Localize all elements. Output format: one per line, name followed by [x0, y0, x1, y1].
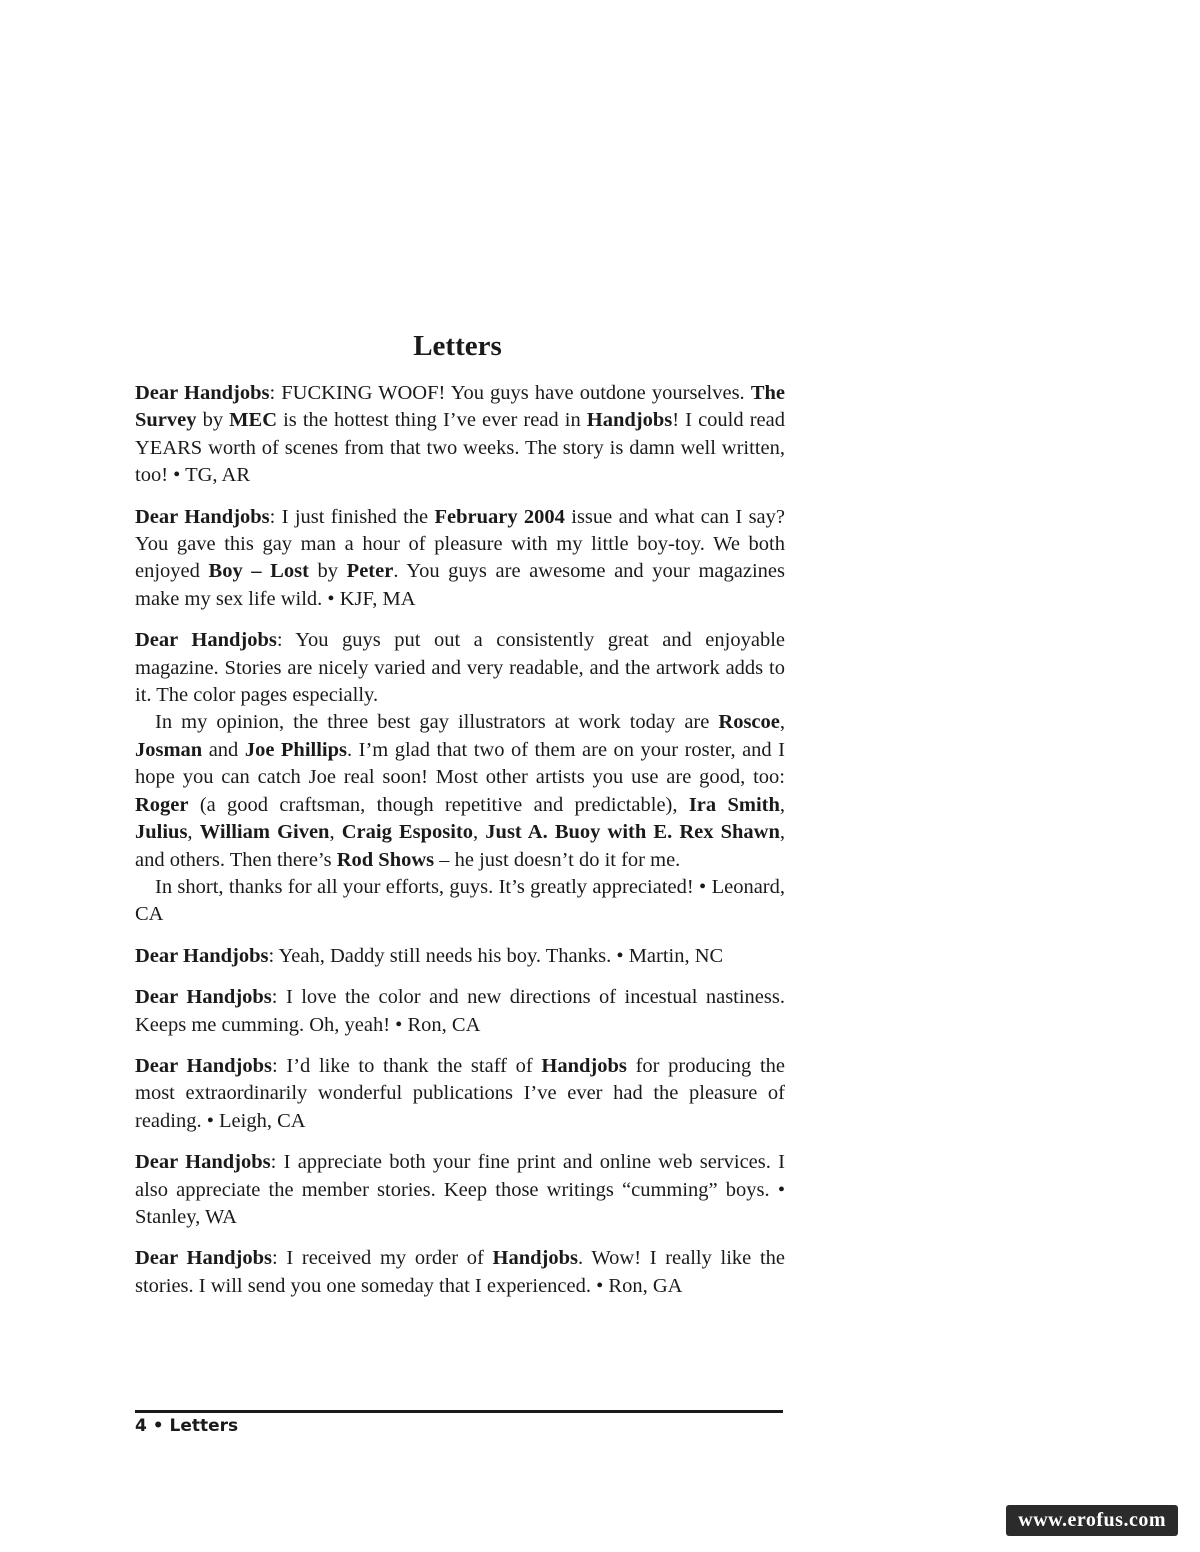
bold-text: Just A. Buoy with E. Rex Shawn	[485, 821, 780, 844]
letter-item	[135, 504, 785, 614]
letter-text: – he just doesn’t do it for me.	[434, 848, 681, 871]
letter-text: . I’m glad that two of them are on your roster, and I hope you can catch Joe real soon! Most other artists you use are good, too:	[135, 738, 785, 789]
letter-text: . You guys are awesome and your magazines make my sex life wild. • KJF, MA	[135, 560, 785, 610]
footer-page-label: 4 • Letters	[135, 1416, 239, 1436]
letter-text: : I received my order of	[272, 1247, 493, 1270]
letter-text: In my opinion, the three best gay illustrators at work today are	[155, 711, 719, 734]
letter-paragraph	[135, 627, 785, 709]
bold-text: Roger	[135, 793, 189, 816]
bold-text: Dear Handjobs	[135, 1247, 273, 1270]
bold-text: Josman	[135, 738, 203, 761]
bold-text: Handjobs	[586, 409, 673, 432]
letter-paragraph	[135, 1149, 785, 1231]
letter-item	[135, 380, 785, 490]
bold-text: Rod Shows	[336, 848, 435, 871]
bold-text: Peter	[346, 560, 394, 583]
letter-item	[135, 1245, 785, 1300]
letter-item	[135, 1149, 785, 1231]
letter-text: In short, thanks for all your efforts, guys. It’s greatly appreciated! • Leonard, CA	[135, 875, 785, 926]
bold-text: Dear Handjobs	[135, 944, 269, 967]
letter-text: : I appreciate both your fine print and online web services. I also appreciate the member stories. Keep those writings “cumming” boys. • Stanley, WA	[135, 1151, 785, 1228]
letter-item	[135, 1053, 785, 1135]
bold-text: William Given	[199, 821, 330, 844]
letter-text: , and others. Then there’s	[135, 821, 786, 871]
bold-text: Dear Handjobs	[135, 986, 272, 1009]
bold-text: Dear Handjobs	[135, 1151, 271, 1174]
footer-rule	[135, 1410, 783, 1413]
letter-paragraph	[135, 1245, 785, 1300]
bold-text: Ira Smith	[688, 793, 780, 816]
letter-text: is the hottest thing I’ve ever read in	[277, 409, 587, 432]
bold-text: Dear Handjobs	[135, 629, 277, 652]
bold-text: Dear Handjobs	[135, 1054, 273, 1077]
bold-text: Craig Esposito	[341, 821, 474, 844]
bold-text: Roscoe	[718, 711, 780, 734]
watermark: www.erofus.com	[1006, 1505, 1178, 1536]
bold-text: Julius	[135, 821, 188, 844]
letter-text: (a good craftsman, though repetitive and predictable),	[188, 793, 689, 816]
letter-item	[135, 627, 785, 928]
letter-text: : You guys put out a consistently great and enjoyable magazine. Stories are nicely varied and very readable, and the artwork adds to it. The color pages especially.	[135, 629, 785, 707]
bold-text: MEC	[229, 409, 277, 432]
letter-paragraph	[135, 380, 785, 490]
page-title: Letters	[413, 330, 502, 362]
letter-text: : I’d like to thank the staff of	[272, 1054, 542, 1077]
letter-paragraph	[135, 874, 785, 929]
letter-text: by	[196, 409, 230, 432]
bold-text: Joe Phillips	[244, 738, 347, 761]
letter-item	[135, 984, 785, 1039]
letter-text: ,	[187, 821, 200, 844]
letter-text: : Yeah, Daddy still needs his boy. Thanks. • Martin, NC	[268, 944, 724, 967]
bold-text: Dear Handjobs	[135, 505, 270, 528]
letter-text: ,	[779, 711, 785, 734]
bold-text: Dear Handjobs	[135, 382, 270, 404]
letter-item	[135, 943, 785, 970]
letter-text: : FUCKING WOOF! You guys have outdone yourselves.	[269, 382, 751, 404]
bold-text: The Survey	[135, 382, 785, 432]
letter-text: for producing the most extraordinarily wonderful publications I’ve ever had the pleasure of reading. • Leigh, CA	[135, 1054, 785, 1132]
letter-text: and	[202, 738, 245, 761]
letter-text: ,	[779, 793, 785, 816]
letter-text: . Wow! I really like the stories. I will send you one someday that I experienced. • Ron, GA	[135, 1247, 785, 1297]
letter-text: ,	[329, 821, 342, 844]
letter-text: by	[308, 560, 347, 583]
bold-text: Boy – Lost	[208, 560, 309, 583]
letter-paragraph	[135, 1053, 785, 1135]
letter-text: ,	[473, 821, 486, 844]
letter-text: ! I could read YEARS worth of scenes from that two weeks. The story is damn well written, too! • TG, AR	[135, 409, 785, 487]
letter-paragraph	[135, 709, 785, 873]
letters-list	[135, 380, 785, 1314]
letter-text: : I just finished the	[269, 505, 435, 528]
letter-text: issue and what can I say? You gave this gay man a hour of pleasure with my little boy-toy. We both enjoyed	[135, 505, 785, 583]
bold-text: Handjobs	[541, 1054, 627, 1077]
letter-paragraph	[135, 943, 785, 970]
letter-paragraph	[135, 984, 785, 1039]
letter-text: : I love the color and new directions of incestual nastiness. Keeps me cumming. Oh, yeah! • Ron, CA	[135, 986, 785, 1036]
bold-text: Handjobs	[492, 1247, 578, 1270]
letter-paragraph	[135, 504, 785, 614]
bold-text: February 2004	[434, 505, 565, 528]
